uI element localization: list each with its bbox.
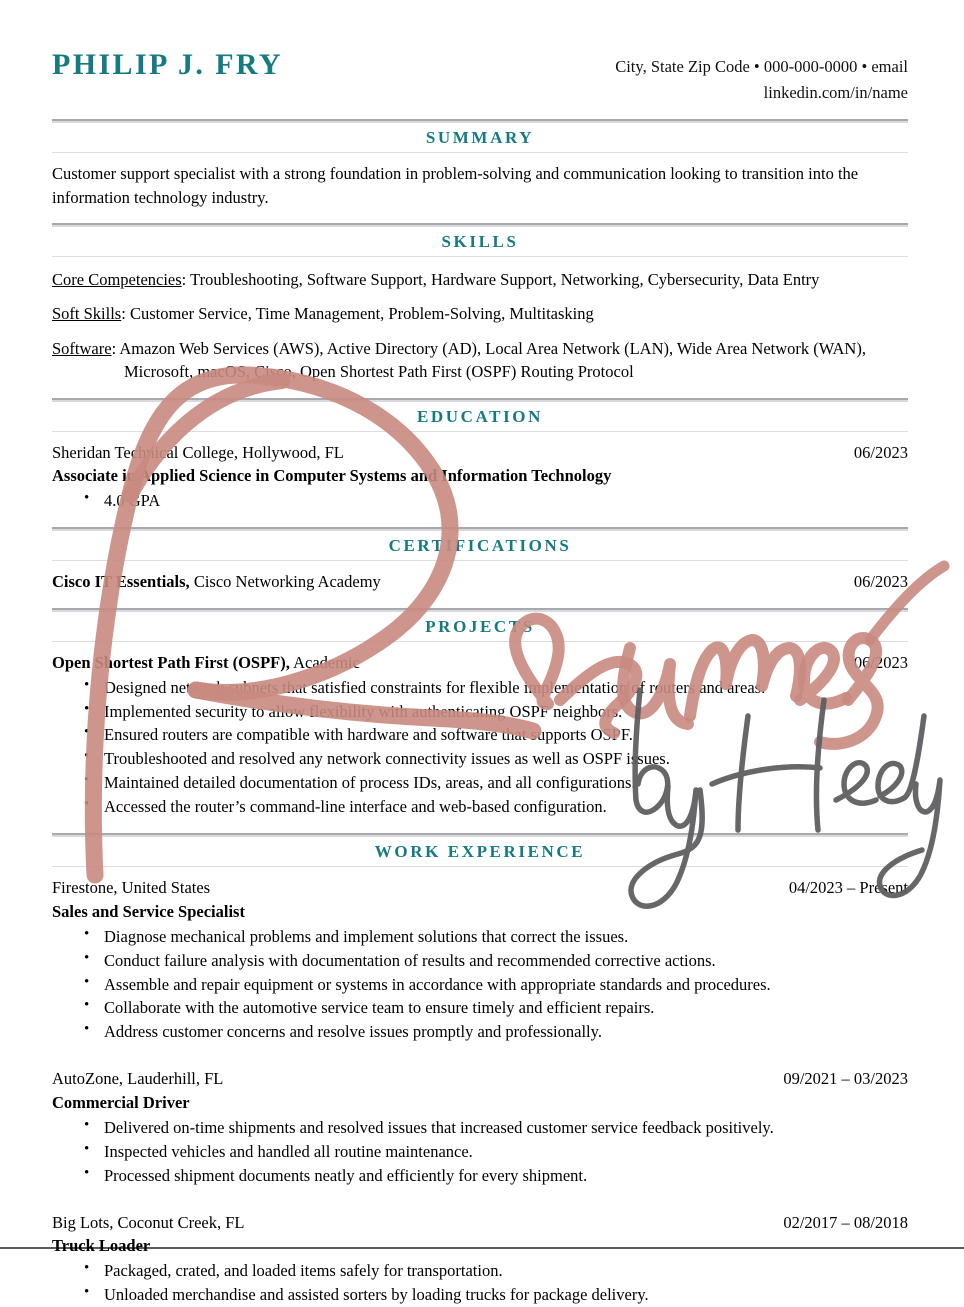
list-item: • Processed shipment documents neatly and efficiently for every shipment. <box>104 1164 908 1188</box>
job-date: 02/2017 – 08/2018 <box>783 1212 908 1232</box>
list-item: • Ensured routers are compatible with hardware and software that supports OSPF. <box>104 723 908 747</box>
section-title-work-experience: WORK EXPERIENCE <box>52 837 908 867</box>
project-entry-row <box>52 652 908 675</box>
list-item: • Unloaded merchandise and assisted sorters by loading trucks for package delivery. <box>104 1283 908 1307</box>
list-item: • 4.0 GPA <box>104 489 908 513</box>
job-bullets <box>52 1259 908 1307</box>
education-date: 06/2023 <box>853 442 908 462</box>
skill-label: Software <box>52 338 112 358</box>
education-degree: Associate in Applied Science in Computer Systems and Information Technology <box>52 466 612 486</box>
section-title-education: EDUCATION <box>52 402 908 432</box>
job-title: Truck Loader <box>52 1236 151 1256</box>
job-title: Commercial Driver <box>52 1093 190 1113</box>
resume-header <box>52 0 908 105</box>
section-summary <box>52 119 908 209</box>
job-org: Big Lots, Coconut Creek, FL <box>52 1212 245 1232</box>
education-school: Sheridan Technical College, Hollywood, FL <box>52 442 344 462</box>
certification-date: 06/2023 <box>853 572 908 592</box>
job-org: Firestone, United States <box>52 878 211 898</box>
section-projects <box>52 608 908 819</box>
section-title-skills: SKILLS <box>52 227 908 257</box>
skill-label: Core Competencies <box>52 269 182 289</box>
certification-name-wrap <box>52 571 854 594</box>
list-item: • Delivered on-time shipments and resolved issues that increased customer service feedback positively. <box>104 1116 908 1140</box>
job-date: 09/2021 – 03/2023 <box>783 1069 908 1089</box>
list-item: • Designed network subnets that satisfied constraints for flexible implementation of routers and areas. <box>104 676 908 700</box>
project-kind: Academic <box>289 652 360 672</box>
list-item: • Conduct failure analysis with documentation of results and recommended corrective actions. <box>104 949 908 973</box>
certification-issuer: Cisco Networking Academy <box>189 572 381 592</box>
list-item: • Packaged, crated, and loaded items safely for transportation. <box>104 1259 908 1283</box>
certification-entry-row <box>52 571 908 594</box>
education-bullets <box>52 489 908 513</box>
summary-text: Customer support specialist with a strong foundation in problem-solving and communication looking to transition into the information technology industry. <box>52 164 859 207</box>
list-item: • Implemented security to allow flexibility with authenticating OSPF neighbors. <box>104 700 908 724</box>
skill-line-core-competencies <box>52 268 908 291</box>
section-title-certifications: CERTIFICATIONS <box>52 531 908 561</box>
skill-values: : Troubleshooting, Software Support, Hardware Support, Networking, Cybersecurity, Data Entry <box>181 269 820 289</box>
project-name: Open Shortest Path First (OSPF), <box>52 652 290 672</box>
section-education <box>52 398 908 513</box>
list-item: • Collaborate with the automotive service team to ensure timely and efficient repairs. <box>104 996 908 1020</box>
list-item: • Troubleshooted and resolved any network connectivity issues as well as OSPF issues. <box>104 747 908 771</box>
education-entry-row <box>52 442 908 465</box>
list-item: • Assemble and repair equipment or systems in accordance with appropriate standards and procedures. <box>104 973 908 997</box>
job-bullets <box>52 1116 908 1188</box>
job-entry-autozone <box>52 1068 908 1187</box>
list-item: • Accessed the router’s command-line interface and web-based configuration. <box>104 795 908 819</box>
list-item: • Maintained detailed documentation of process IDs, areas, and all configurations. <box>104 771 908 795</box>
section-title-projects: PROJECTS <box>52 612 908 642</box>
project-bullets <box>52 676 908 820</box>
skill-line-soft-skills <box>52 302 908 325</box>
skill-line-software <box>52 337 908 384</box>
resume-content <box>52 0 908 1307</box>
job-entry-biglots <box>52 1212 908 1307</box>
list-item: • Inspected vehicles and handled all routine maintenance. <box>104 1140 908 1164</box>
job-entry-row <box>52 1212 908 1235</box>
job-org: AutoZone, Lauderhill, FL <box>52 1069 224 1089</box>
project-name-wrap <box>52 652 854 675</box>
project-entry <box>52 652 908 819</box>
contact-line-linkedin: linkedin.com/in/name <box>763 82 908 102</box>
job-date: 04/2023 – Present <box>788 878 908 898</box>
project-date: 06/2023 <box>853 652 908 672</box>
job-entry-row <box>52 877 908 900</box>
section-title-summary: SUMMARY <box>52 123 908 153</box>
job-bullets <box>52 925 908 1045</box>
list-item: • Diagnose mechanical problems and implement solutions that correct the issues. <box>104 925 908 949</box>
section-certifications <box>52 527 908 594</box>
certification-entry <box>52 571 908 594</box>
contact-line-primary: City, State Zip Code • 000-000-0000 • email <box>615 57 908 76</box>
skill-values: : Amazon Web Services (AWS), Active Directory (AD), Local Area Network (LAN), Wide Area Network (WAN), Microsoft, macOS, Cisco, Open Shortest Path First (OSPF) Routing Protocol <box>111 338 866 382</box>
certification-name: Cisco IT Essentials, <box>52 572 190 592</box>
job-title: Sales and Service Specialist <box>52 901 245 921</box>
job-entry-row <box>52 1068 908 1091</box>
skill-values: : Customer Service, Time Management, Problem-Solving, Multitasking <box>121 304 594 324</box>
contact-block <box>615 48 908 105</box>
education-entry <box>52 442 908 513</box>
job-entry-firestone <box>52 877 908 1044</box>
skill-label: Soft Skills <box>52 304 122 324</box>
section-work-experience <box>52 833 908 1307</box>
section-skills <box>52 223 908 384</box>
list-item: • Address customer concerns and resolve issues promptly and professionally. <box>104 1020 908 1044</box>
candidate-name: PHILIP J. FRY <box>52 48 283 81</box>
